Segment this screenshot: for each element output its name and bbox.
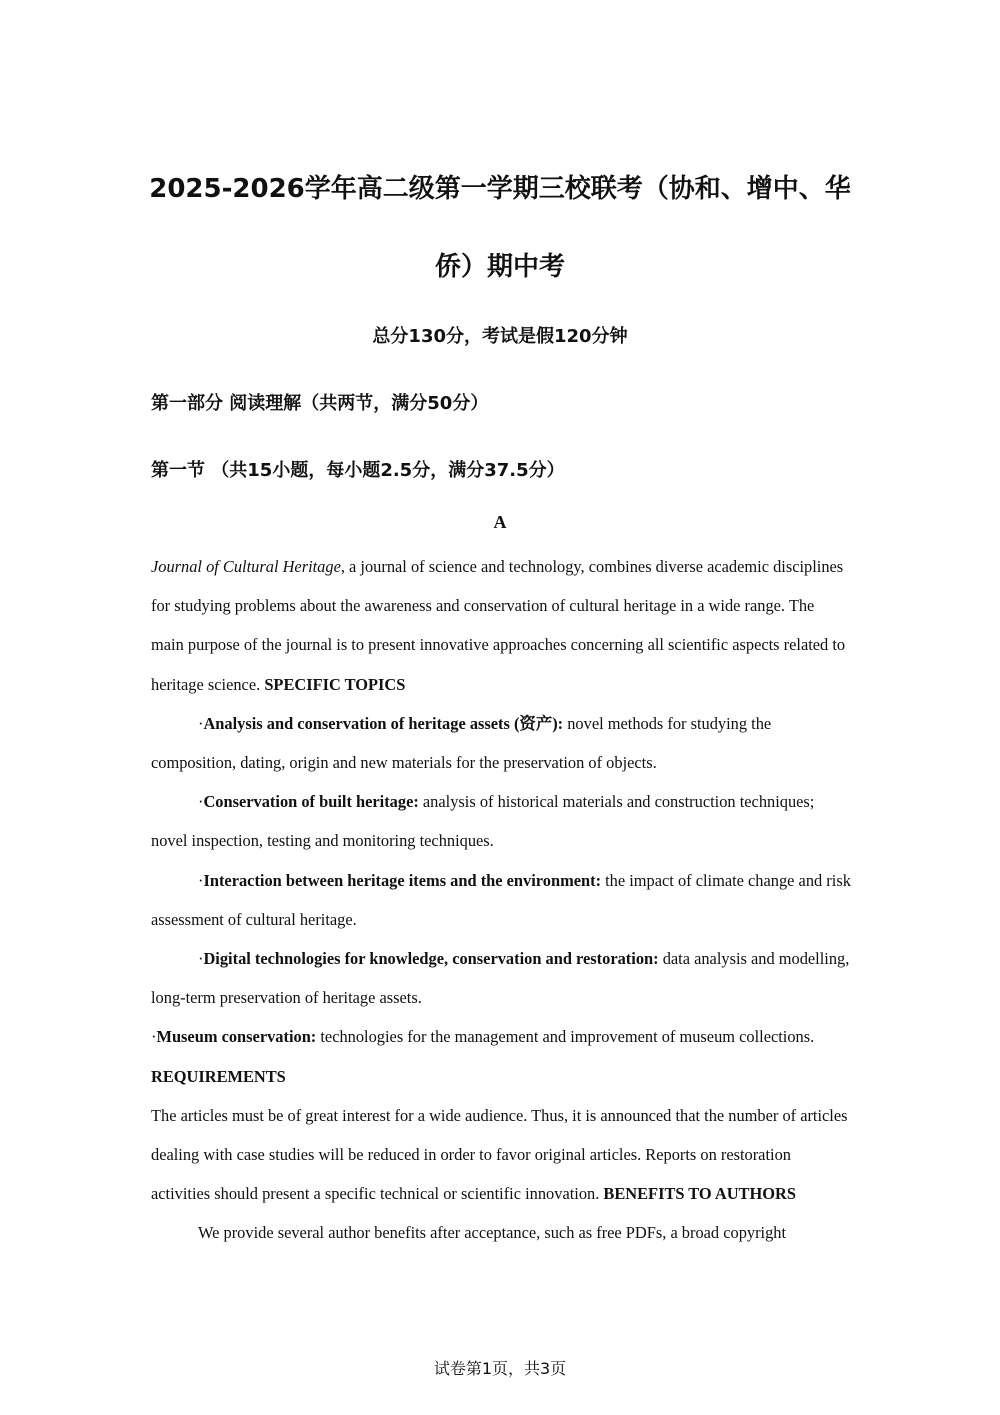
part-heading: 第一部分 阅读理解（共两节，满分50分） [151,393,489,414]
requirements-heading: REQUIREMENTS [151,1066,286,1086]
topic-label: Interaction between heritage items and the environment: [203,870,602,890]
topic-label: Conservation of built heritage: [203,792,419,812]
bullet-icon: · [198,713,204,733]
topic-item [151,861,851,939]
exam-subtitle: 总分130分，考试是假120分钟 [372,326,628,347]
museum-text: technologies for the management and improvement of museum collections. [316,1027,815,1047]
bullet-icon: · [151,1027,157,1047]
intro-paragraph [151,547,851,704]
topic-text: novel methods for studying the composition, dating, origin and new materials for the preservation of objects. [151,713,772,773]
topic-text: data analysis and modelling, long-term preservation of heritage assets. [151,949,850,1008]
bullet-icon: · [198,870,204,890]
journal-name: Journal of Cultural Heritage [151,557,341,576]
page-footer: 试卷第1页，共3页 [433,1359,567,1378]
museum-item [151,1017,851,1095]
section-heading: 第一节 （共15小题，每小题2.5分，满分37.5分） [151,460,565,481]
topic-item [151,782,851,860]
passage-letter: A [493,512,507,532]
exam-title-line-2: 侨）期中考 [434,252,565,282]
benefits-heading: BENEFITS TO AUTHORS [603,1184,796,1204]
topic-label: Digital technologies for knowledge, conservation and restoration: [203,949,659,969]
topic-item [151,939,851,1017]
topic-item [151,704,851,782]
topic-label: Analysis and conservation of heritage assets (资产): [203,713,564,733]
topic-text: the impact of climate change and risk assessment of cultural heritage. [151,870,851,929]
requirements-paragraph [151,1096,851,1214]
benefits-paragraph: We provide several author benefits after acceptance, such as free PDFs, a broad copyright [198,1223,787,1243]
bullet-icon: · [198,792,204,812]
requirements-text: The articles must be of great interest for a wide audience. Thus, it is announced that the number of articles dealing with case studies will be reduced in order to favor original articles. Reports on restoration activities should present a specific technical or scientific innovation. [151,1105,848,1204]
topics-heading: SPECIFIC TOPICS [264,674,406,694]
exam-title-line-1: 2025-2026学年高二级第一学期三校联考（协和、增中、华 [149,174,851,204]
topic-text: analysis of historical materials and construction techniques; novel inspection, testing and monitoring techniques. [151,792,815,851]
museum-label: Museum conservation: [156,1027,317,1047]
intro-text: , a journal of science and technology, combines diverse academic disciplines for studying problems about the awareness and conservation of cultural heritage in a wide range. The main purpose of the journal is to present innovative approaches concerning all scientific aspects related to heritage science. [151,557,846,694]
passage-body [151,547,851,1253]
bullet-icon: · [198,949,204,969]
